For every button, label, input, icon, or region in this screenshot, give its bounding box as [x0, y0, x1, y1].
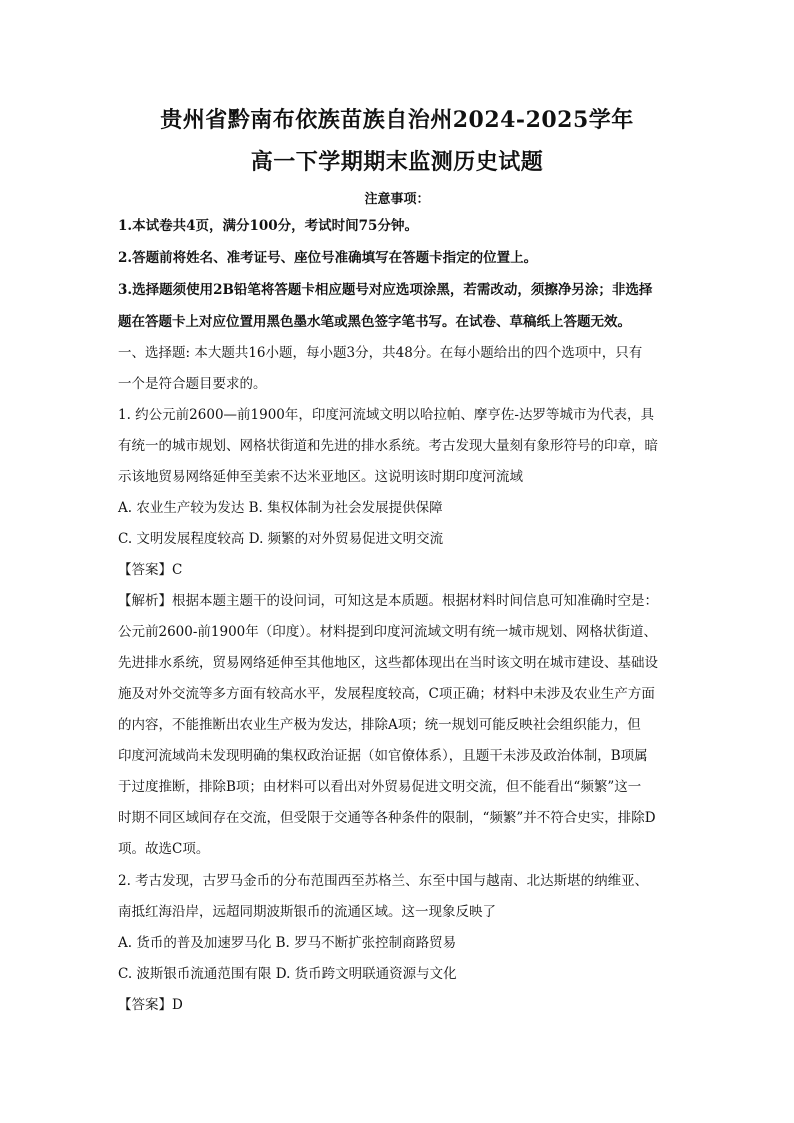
exam-title-line-1: 贵州省黔南布依族苗族自治州2024-2025学年 [160, 107, 634, 133]
question-1-analysis: 施及对外交流等多方面有较高水平，发展程度较高，C项正确；材料中未涉及农业生产方面 [118, 686, 655, 702]
notice-item: 3.选择题须使用2B铅笔将答题卡相应题号对应选项涂黑，若需改动，须擦净另涂；非选择 [118, 282, 653, 298]
question-1-analysis: 公元前2600-前1900年（印度）。材料提到印度河流域文明有统一城市规划、网格状街道、 [118, 624, 658, 640]
question-1-answer: 【答案】C [118, 562, 183, 578]
question-2-option: C. 波斯银币流通范围有限 D. 货币跨文明联通资源与文化 [118, 966, 457, 982]
question-1-analysis: 于过度推断，排除B项；由材料可以看出对外贸易促进文明交流，但不能看出“频繁”这一 [118, 779, 642, 795]
notice-item: 1.本试卷共4页，满分100分，考试时间75分钟。 [118, 218, 418, 234]
question-1-option: C. 文明发展程度较高 D. 频繁的对外贸易促进文明交流 [118, 531, 444, 547]
notice-heading: 注意事项： [364, 192, 430, 207]
question-1-analysis: 【解析】根据本题主题干的设问词，可知这是本质题。根据材料时间信息可知准确时空是： [118, 593, 658, 609]
notice-item: 2.答题前将姓名、准考证号、座位号准确填写在答题卡指定的位置上。 [118, 250, 538, 266]
section-instruction: 一、选择题: 本大题共16小题，每小题3分，共48分。在每小题给出的四个选项中，只有 [118, 345, 643, 361]
question-1-analysis: 的内容，不能推断出农业生产极为发达，排除A项；统一规划可能反映社会组织能力，但 [118, 717, 641, 733]
question-2-stem: 南抵红海沿岸，远超同期波斯银币的流通区域。这一现象反映了 [118, 904, 496, 920]
question-1-stem: 1. 约公元前2600—前1900年，印度河流域文明以哈拉帕、摩亨佐-达罗等城市为代表，具 [118, 407, 654, 423]
question-1-analysis: 印度河流域尚未发现明确的集权政治证据（如官僚体系），且题干未涉及政治体制，B项属 [118, 748, 648, 764]
section-instruction: 一个是符合题目要求的。 [118, 376, 267, 392]
question-2-answer: 【答案】D [118, 997, 183, 1013]
question-1-analysis: 时期不同区域间存在交流，但受限于交通等各种条件的限制，“频繁”并不符合史实，排除D [118, 810, 656, 826]
question-1-analysis: 项。故选C项。 [118, 841, 210, 857]
question-2-option: A. 货币的普及加速罗马化 B. 罗马不断扩张控制商路贸易 [118, 935, 457, 951]
notice-item: 题在答题卡上对应位置用黑色墨水笔或黑色签字笔书写。在试卷、草稿纸上答题无效。 [118, 314, 631, 330]
question-2-stem: 2. 考古发现，古罗马金币的分布范围西至苏格兰、东至中国与越南、北达斯堪的纳维亚、 [118, 873, 649, 889]
exam-title-line-2: 高一下学期期末监测历史试题 [250, 149, 544, 175]
question-1-analysis: 先进排水系统，贸易网络延伸至其他地区，这些都体现出在当时该文明在城市建设、基础设 [118, 655, 658, 671]
question-1-option: A. 农业生产较为发达 B. 集权体制为社会发展提供保障 [118, 500, 443, 516]
question-1-stem: 有统一的城市规划、网格状街道和先进的排水系统。考古发现大量刻有象形符号的印章，暗 [118, 438, 658, 454]
question-1-stem: 示该地贸易网络延伸至美索不达米亚地区。这说明该时期印度河流域 [118, 469, 523, 485]
